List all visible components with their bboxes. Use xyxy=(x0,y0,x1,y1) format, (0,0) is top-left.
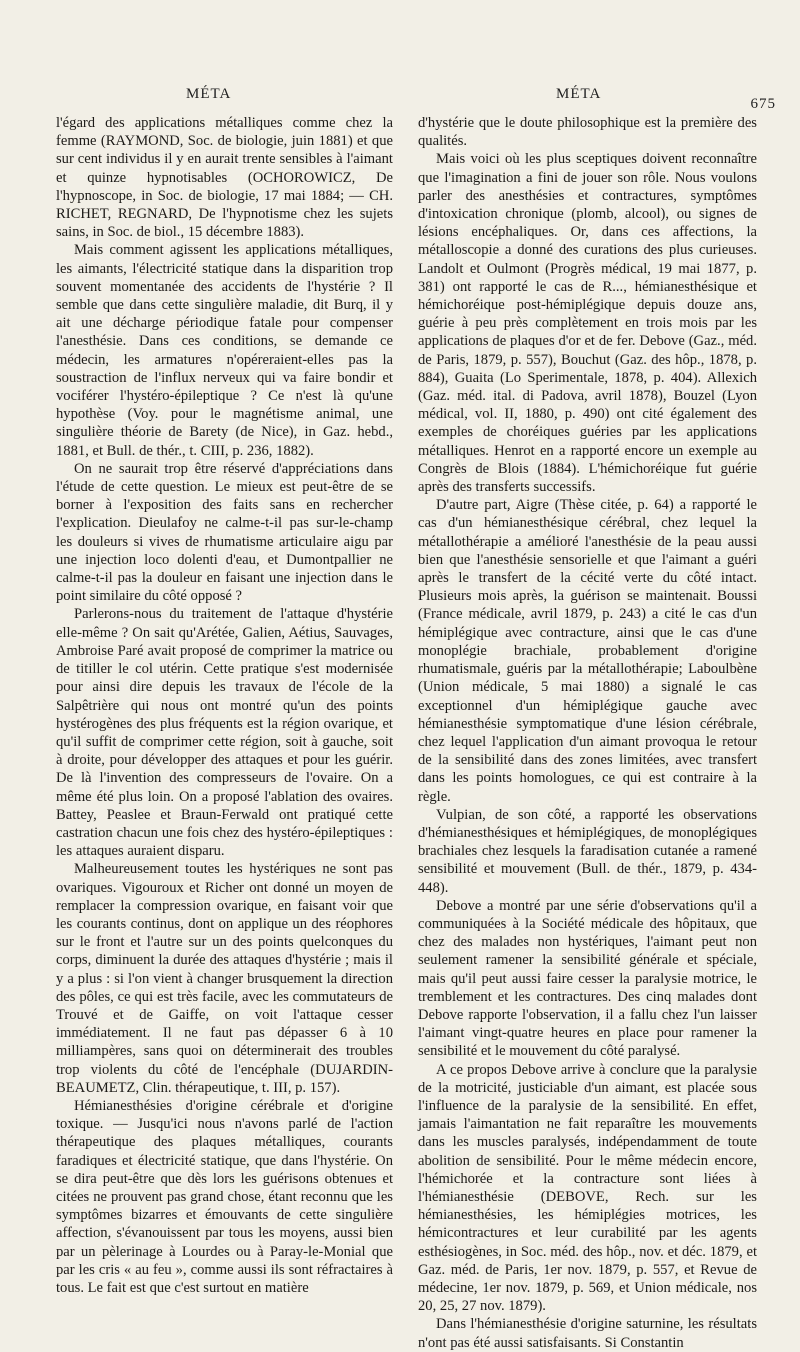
paragraph: Vulpian, de son côté, a rapporté les observations d'hémianesthésiques et hémiplégiques, de monoplégiques brachiales chez lesquels la faradisation cutanée a ramené sensibilité et mouvement (Bull. de thér., 1879, p. 434-448). xyxy=(418,806,757,896)
paragraph: On ne saurait trop être réservé d'appréciations dans l'étude de cette question. Le mieux est peut-être de se borner à l'exposition des faits sans en rechercher l'explication. Dieulafoy ne calme-t-il pas sur-le-champ les douleurs si vives de rhumatisme articulaire aigu par une injection loco dolenti d'eau, et Dumontpallier ne calme-t-il pas la douleur en faisant une injection dans le point similaire du côté opposé ? xyxy=(56,460,393,605)
left-running-head: MÉTA xyxy=(186,86,232,102)
right-running-head: MÉTA xyxy=(556,86,602,102)
paragraph: D'autre part, Aigre (Thèse citée, p. 64) a rapporté le cas d'un hémianesthésique cérébral, chez lequel la métallothérapie a amélioré l'anesthésie de la peau aussi bien que l'anesthésie sensorielle et que l'aimant a guéri après le transfert de la cécité verte du côté intact. Plusieurs mois après, la guérison se maintenait. Boussi (France médicale, avril 1879, p. 243) a cité le cas d'un hémiplégique avec contracture, ainsi que le cas d'une monoplégie brachiale, probablement d'origine rhumatismale, guéris par la métallothérapie; Laboulbène (Union médicale, 5 mai 1880) a signalé le cas exceptionnel d'un hémiplégique gauche avec hémianesthésie symptomatique d'une lésion cérébrale, chez lequel l'application d'un aimant provoqua le retour de la sensibilité dans des zones limitées, avec transfert dans les points homologues, ce qui est contraire à la règle. xyxy=(418,497,757,805)
page-number: 675 xyxy=(750,96,776,112)
paragraph: Debove a montré par une série d'observations qu'il a communiquées à la Société médicale des hôpitaux, que chez des malades non hystériques, l'aimant peut non seulement ramener la sensibilité générale et spéciale, mais qu'il peut aussi faire cesser la paralysie motrice, le tremblement et les contractures. Des cinq malades dont Debove rapporte l'observation, il a fallu chez l'un laisser l'aimant vingt-quatre heures en place pour ramener la sensibilité et le mouvement du côté paralysé. xyxy=(418,897,757,1060)
paragraph: Mais comment agissent les applications métalliques, les aimants, l'électricité statique dans la disparition trop souvent momentanée des accidents de l'hystérie ? Il semble que dans cette singulière maladie, dit Burq, il y ait une décharge périodique fatale pour compenser l'anesthésie. Dans ces conditions, se demande ce médecin, les armatures n'opéreraient-elles pas la soustraction de l'influx nerveux qui va faire bondir et vociférer l'hystéro-épileptique ? Ce n'est là qu'une hypothèse (Voy. pour le magnétisme animal, une singulière théorie de Barety (de Nice), in Gaz. hebd., 1881, et Bull. de thér., t. CIII, p. 236, 1882). xyxy=(56,242,393,459)
paragraph: Dans l'hémianesthésie d'origine saturnine, les résultats n'ont pas été aussi satisfaisants. Si Constantin xyxy=(418,1316,757,1351)
paragraph: Malheureusement toutes les hystériques ne sont pas ovariques. Vigouroux et Richer ont donné un moyen de remplacer la compression ovarique, en faisant voir que les courants continus, dont on applique un des réophores sur le front et l'autre sur un des points quelconques du corps, diminuent la durée des attaques d'hystérie ; mais il y a plus : si l'on vient à changer brusquement la direction des pôles, ce qui est très facile, avec les commutateurs de Trouvé et de Gaiffe, on voit l'attaque cesser immédiatement. Il ne faut pas dépasser 6 à 10 milliampères, sans quoi on déterminerait des troubles trop violents du côté de l'encéphale (DUJARDIN-BEAUMETZ, Clin. thérapeutique, t. III, p. 157). xyxy=(56,861,393,1096)
left-column xyxy=(56,114,393,1297)
paragraph: Mais voici où les plus sceptiques doivent reconnaître que l'imagination a fini de jouer son rôle. Nous voulons parler des anesthésies et contractures, symptômes d'intoxication chronique (plomb, alcool), ou signes de lésions encéphaliques. Or, dans ces affections, la métalloscopie a donné des curations des plus curieuses. Landolt et Oulmont (Progrès médical, 19 mai 1877, p. 381) ont rapporté le cas de R..., hémianesthésique et hémichoréique post-hémiplégique depuis douze ans, guérie à peu près complètement en trois mois par les applications de plaques d'or et de fer. Debove (Gaz., méd. de Paris, 1879, p. 557), Bouchut (Gaz. des hôp., 1878, p. 884), Guaita (Lo Sperimentale, 1878, p. 404). Allexich (Gaz. méd. ital. di Padova, avril 1878), Bouzel (Lyon médical, vol. II, 1880, p. 490) ont cité également des exemples de choréiques guéries par les applications métalliques. Henrot en a rapporté encore un exemple au Congrès de Blois (1884). L'hémichoréique fut guérie après des transferts successifs. xyxy=(418,151,757,496)
section-paragraph: Hémianesthésies d'origine cérébrale et d'origine toxique. — Jusqu'ici nous n'avons parlé de l'action thérapeutique des plaques métalliques, courants faradiques et électricité statique, que dans l'hystérie. On se dira peut-être que dès lors les guérisons obtenues et citées ne prouvent pas grand chose, étant reconnu que les symptômes bizarres et émouvants de cette singulière affection, s'évanouissent par tous les moyens, aussi bien par un pèlerinage à Lourdes ou à Paray-le-Monial que par les cris « au feu », comme aussi ils sont réfractaires à tous. Le fait est que c'est surtout en matière xyxy=(56,1097,393,1296)
paragraph: l'égard des applications métalliques comme chez la femme (RAYMOND, Soc. de biologie, juin 1881) et que sur cent individus il y en aurait trente sensibles à l'aimant et quinze hypnotisables (OCHOROWICZ, De l'hypnoscope, in Soc. de biologie, 17 mai 1884; — CH. RICHET, REGNARD, De l'hypnotisme chez les sujets sains, in Soc. de biol., 15 décembre 1883). xyxy=(56,115,393,241)
right-column xyxy=(418,114,757,1352)
paragraph: d'hystérie que le doute philosophique est la première des qualités. xyxy=(418,115,757,150)
paragraph: A ce propos Debove arrive à conclure que la paralysie de la motricité, justiciable d'un aimant, est placée sous l'influence de la paralysie de la sensibilité. En effet, jamais l'aimantation ne fait reparaître les mouvements dans les muscles paralysés, indépendamment de toute abolition de sensibilité. Pour le même médecin encore, l'hémichorée et la contracture sont liées à l'hémianesthésie (DEBOVE, Rech. sur les hémianesthésies, les hémiplégies motrices, les hémicontractures et leur curabilité par les agents esthésiogènes, in Soc. méd. des hôp., nov. et déc. 1879, et Gaz. méd. de Paris, 1er nov. 1879, p. 557, et Revue de médecine, 1er nov. 1879, p. 569, et Union médicale, nos 20, 25, 27 nov. 1879). xyxy=(418,1061,757,1315)
paragraph: Parlerons-nous du traitement de l'attaque d'hystérie elle-même ? On sait qu'Arétée, Galien, Aétius, Sauvages, Ambroise Paré avait proposé de comprimer la matrice ou de titiller le col utérin. Cette pratique s'est modernisée pour ainsi dire depuis les travaux de l'école de la Salpêtrière qui nous ont montré qu'un des points hystérogènes des plus fréquents est la région ovarique, et qu'il suffit de comprimer cette région, soit à gauche, soit à droite, pour développer des attaques et pour les guérir. De là l'invention des compresseurs de l'ovaire. On a même été plus loin. On a proposé l'ablation des ovaires. Battey, Peaslee et Braun-Ferwald ont pratiqué cette castration chacun une fois chez des hystéro-épileptiques : les attaques auraient disparu. xyxy=(56,606,393,860)
